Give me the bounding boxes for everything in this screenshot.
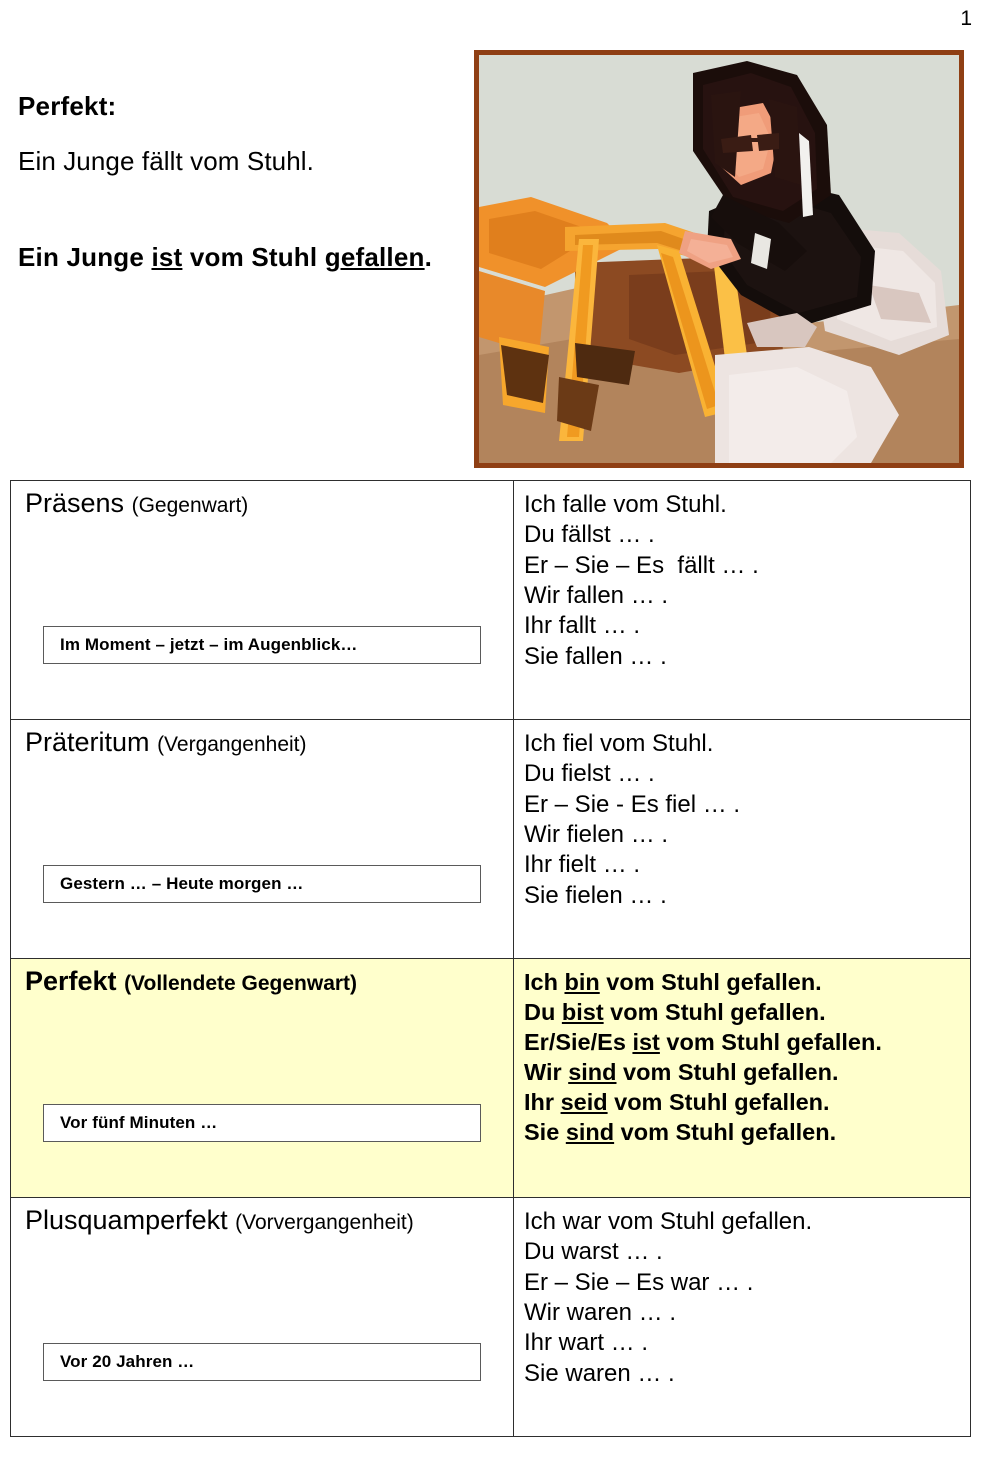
time-hint-text: Vor 20 Jahren … [60,1352,195,1371]
conjugation-line: Ihr seid vom Stuhl gefallen. [524,1088,830,1115]
conjugation-line: Er – Sie – Es war … . [524,1268,754,1296]
time-hint-box [43,1343,481,1381]
tense-label-cell [11,481,514,720]
auxiliary-verb: bin [564,969,600,995]
tense-label-cell [11,1198,514,1437]
conjugation-line: Ich fiel vom Stuhl. [524,730,714,757]
tense-name-main: Präsens [25,488,125,518]
time-hint-box [43,626,481,664]
conjugation-cell [514,1198,971,1437]
conjugation-line: Ihr wart … . [524,1329,649,1357]
perfect-sentence-part1: Ein Junge [18,242,152,273]
conjugation-line: Du warst … . [524,1238,663,1266]
conjugation-cell [514,959,971,1198]
tense-name-main: Perfekt [25,966,117,996]
conjugation-cell [514,481,971,720]
conjugation-line: Du bist vom Stuhl gefallen. [524,998,826,1025]
auxiliary-verb: sind [568,1058,617,1085]
conjugation-line: Du fielst … . [524,760,655,788]
tense-table-body [11,481,971,1437]
conjugation-line: Ich falle vom Stuhl. [524,491,727,518]
tense-name [25,488,513,518]
present-tense-example-sentence: Ein Junge fällt vom Stuhl. [18,145,314,176]
perfect-sentence-part3: . [424,242,433,273]
conjugation-cell [514,720,971,959]
auxiliary-verb: seid [560,1088,608,1115]
tense-name-main: Plusquamperfekt [25,1205,228,1235]
perfect-sentence-part2: vom Stuhl [182,242,325,273]
page-number: 1 [960,7,972,30]
perfect-sentence-auxiliary: ist [151,242,183,273]
conjugation-line: Wir sind vom Stuhl gefallen. [524,1058,839,1085]
conjugation-line: Er – Sie - Es fiel … . [524,790,741,818]
conjugation-line: Wir fielen … . [524,821,669,849]
perfect-sentence-participle: gefallen [324,242,425,273]
tense-name [25,1205,513,1235]
table-row-highlighted [11,959,971,1198]
time-hint-box [43,865,481,903]
auxiliary-verb: ist [632,1028,660,1055]
conjugation-line: Wir fallen … . [524,582,669,610]
tense-name-main: Präteritum [25,727,150,757]
boy-fallen-off-chair-photo [474,50,964,468]
intro-text-block [18,90,448,275]
table-row [11,481,971,720]
time-hint-box [43,1104,481,1142]
tense-name-sub: (Vergangenheit) [157,733,307,756]
tense-name-sub: (Gegenwart) [131,494,249,517]
conjugation-line: Ihr fallt … . [524,612,641,640]
conjugation-line: Du fällst … . [524,521,655,549]
perfect-tense-example-sentence [18,240,448,275]
conjugation-line: Sie fielen … . [524,881,667,909]
perfect-conjugations [514,959,970,1197]
conjugation-line: Wir waren … . [524,1299,677,1327]
time-hint-text: Im Moment – jetzt – im Augenblick… [60,635,358,654]
photo-illustration [479,55,959,463]
conjugation-line: Er – Sie – Es fällt … . [524,551,759,579]
conjugation-line: Sie waren … . [524,1359,675,1387]
table-row [11,1198,971,1437]
auxiliary-verb: bist [561,998,604,1025]
tense-name-sub: (Vollendete Gegenwart) [124,972,358,995]
auxiliary-verb: sind [565,1118,615,1145]
tense-conjugation-table [10,480,971,1437]
tense-name-sub: (Vorvergangenheit) [235,1211,414,1234]
time-hint-text: Gestern … – Heute morgen … [60,874,304,893]
conjugation-line: Ich bin vom Stuhl gefallen. [524,969,822,995]
conjugation-line: Er/Sie/Es ist vom Stuhl gefallen. [524,1028,882,1055]
conjugation-line: Ich war vom Stuhl gefallen. [524,1208,813,1235]
tense-label-cell [11,959,514,1198]
tense-name [25,727,513,757]
conjugation-line: Ihr fielt … . [524,851,641,879]
page-title: Perfekt: [18,91,117,121]
time-hint-text: Vor fünf Minuten … [60,1113,218,1132]
table-row [11,720,971,959]
conjugation-line: Sie fallen … . [524,642,667,670]
tense-name [25,966,513,996]
tense-label-cell [11,720,514,959]
conjugation-line: Sie sind vom Stuhl gefallen. [524,1118,837,1145]
